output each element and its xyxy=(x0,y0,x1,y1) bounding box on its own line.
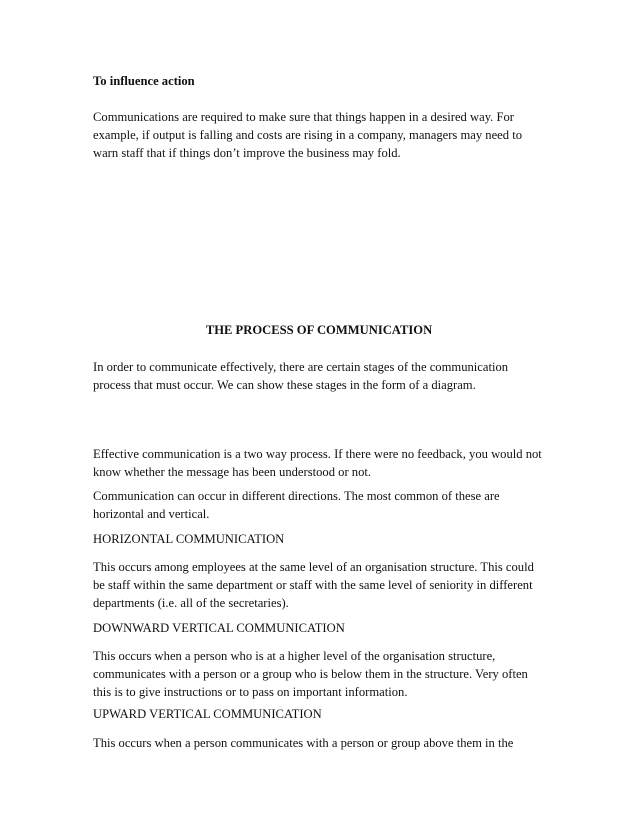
section-heading-influence-action: To influence action xyxy=(93,74,195,88)
section-title-process-of-communication: THE PROCESS OF COMMUNICATION xyxy=(205,323,433,337)
text-line: warn staff that if things don’t improve the business may fold. xyxy=(93,146,401,160)
text-line: process that must occur. We can show these stages in the form of a diagram. xyxy=(93,378,476,392)
heading-horizontal-communication: HORIZONTAL COMMUNICATION xyxy=(93,532,285,546)
text-line: Communications are required to make sure that things happen in a desired way. For xyxy=(93,110,514,124)
text-line: Communication can occur in different directions. The most common of these are xyxy=(93,489,500,503)
paragraph-horizontal-communication xyxy=(93,558,563,612)
text-line: This occurs when a person communicates with a person or group above them in the xyxy=(93,736,514,750)
text-line: horizontal and vertical. xyxy=(93,507,210,521)
heading-downward-vertical-communication: DOWNWARD VERTICAL COMMUNICATION xyxy=(93,621,345,635)
text-line: In order to communicate effectively, there are certain stages of the communication xyxy=(93,360,509,374)
heading-upward-vertical-communication: UPWARD VERTICAL COMMUNICATION xyxy=(93,707,322,721)
text-line: departments (i.e. all of the secretaries). xyxy=(93,596,289,610)
text-line: communicates with a person or a group who is below them in the structure. Very often xyxy=(93,667,528,681)
paragraph-directions xyxy=(93,487,563,523)
paragraph-upward-vertical-communication xyxy=(93,734,563,752)
text-line: Effective communication is a two way process. If there were no feedback, you would not xyxy=(93,447,542,461)
paragraph-downward-vertical-communication xyxy=(93,647,563,701)
paragraph-two-way-process xyxy=(93,445,563,481)
text-line: example, if output is falling and costs are rising in a company, managers may need to xyxy=(93,128,522,142)
text-line: be staff within the same department or staff with the same level of seniority in different xyxy=(93,578,533,592)
text-line: This occurs among employees at the same level of an organisation structure. This could xyxy=(93,560,534,574)
paragraph-influence-action xyxy=(93,108,563,162)
text-line: This occurs when a person who is at a higher level of the organisation structure, xyxy=(93,649,496,663)
paragraph-communicate-effectively xyxy=(93,358,563,394)
text-line: this is to give instructions or to pass on important information. xyxy=(93,685,408,699)
text-line: know whether the message has been understood or not. xyxy=(93,465,372,479)
